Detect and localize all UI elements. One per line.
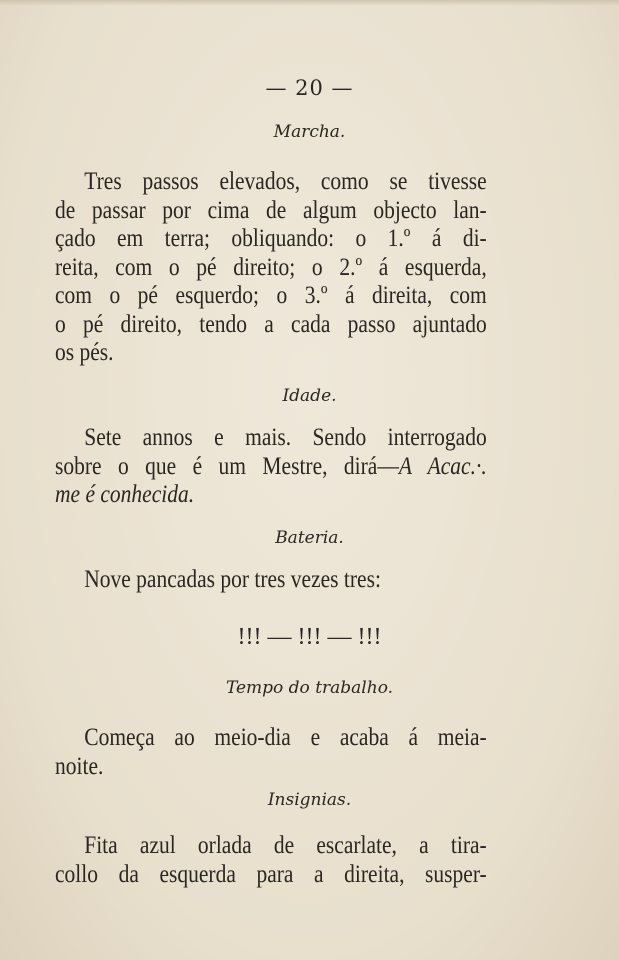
text-line: os pés. [55,339,114,366]
text-line: noite. [55,752,104,780]
section-title-bateria: Bateria. [275,528,344,548]
knocks-sequence: !!! — !!! — !!! [237,624,382,650]
section-title-idade: Idade. [282,386,337,406]
section-title-insignias: Insignias. [267,790,352,810]
text-line: o pé direito, tendo a cada passo ajuntado [55,310,487,338]
italic-segment: A Acac.·. [398,452,487,480]
text-line: Nove pancadas por tres vezes tres: [84,566,381,593]
text-line: me é conhecida. [55,481,195,508]
text-line: collo da esquerda para a direita, susper- [55,860,487,888]
paragraph-insignias [55,832,487,889]
text-line: Fita azul orlada de escarlate, a tira- [84,832,487,859]
paragraph-bateria [55,566,487,595]
text-line [55,453,487,482]
text-line: de passar por cima de algum objecto lan- [55,196,487,224]
text-line: com o pé esquerdo; o 3.º á direita, com [55,282,487,309]
section-title-tempo: Tempo do trabalho. [225,678,394,698]
paragraph-marcha [55,168,487,368]
section-title-marcha: Marcha. [273,122,346,142]
paragraph-tempo [55,724,487,781]
text-line: çado em terra; obliquando: o 1.º á di- [55,225,487,252]
paragraph-idade [55,424,487,510]
page-number: — 20 — [265,76,354,100]
text-line: Começa ao meio-dia e acaba á meia- [84,724,487,751]
text-segment: sobre o que é um Mestre, dirá— [55,452,399,480]
text-line: reita, com o pé direito; o 2.º á esquerda, [55,253,487,281]
text-line: Sete annos e mais. Sendo interrogado [84,424,487,451]
page-top-edge [0,0,619,6]
text-line: Tres passos elevados, como se tivesse [84,168,487,195]
